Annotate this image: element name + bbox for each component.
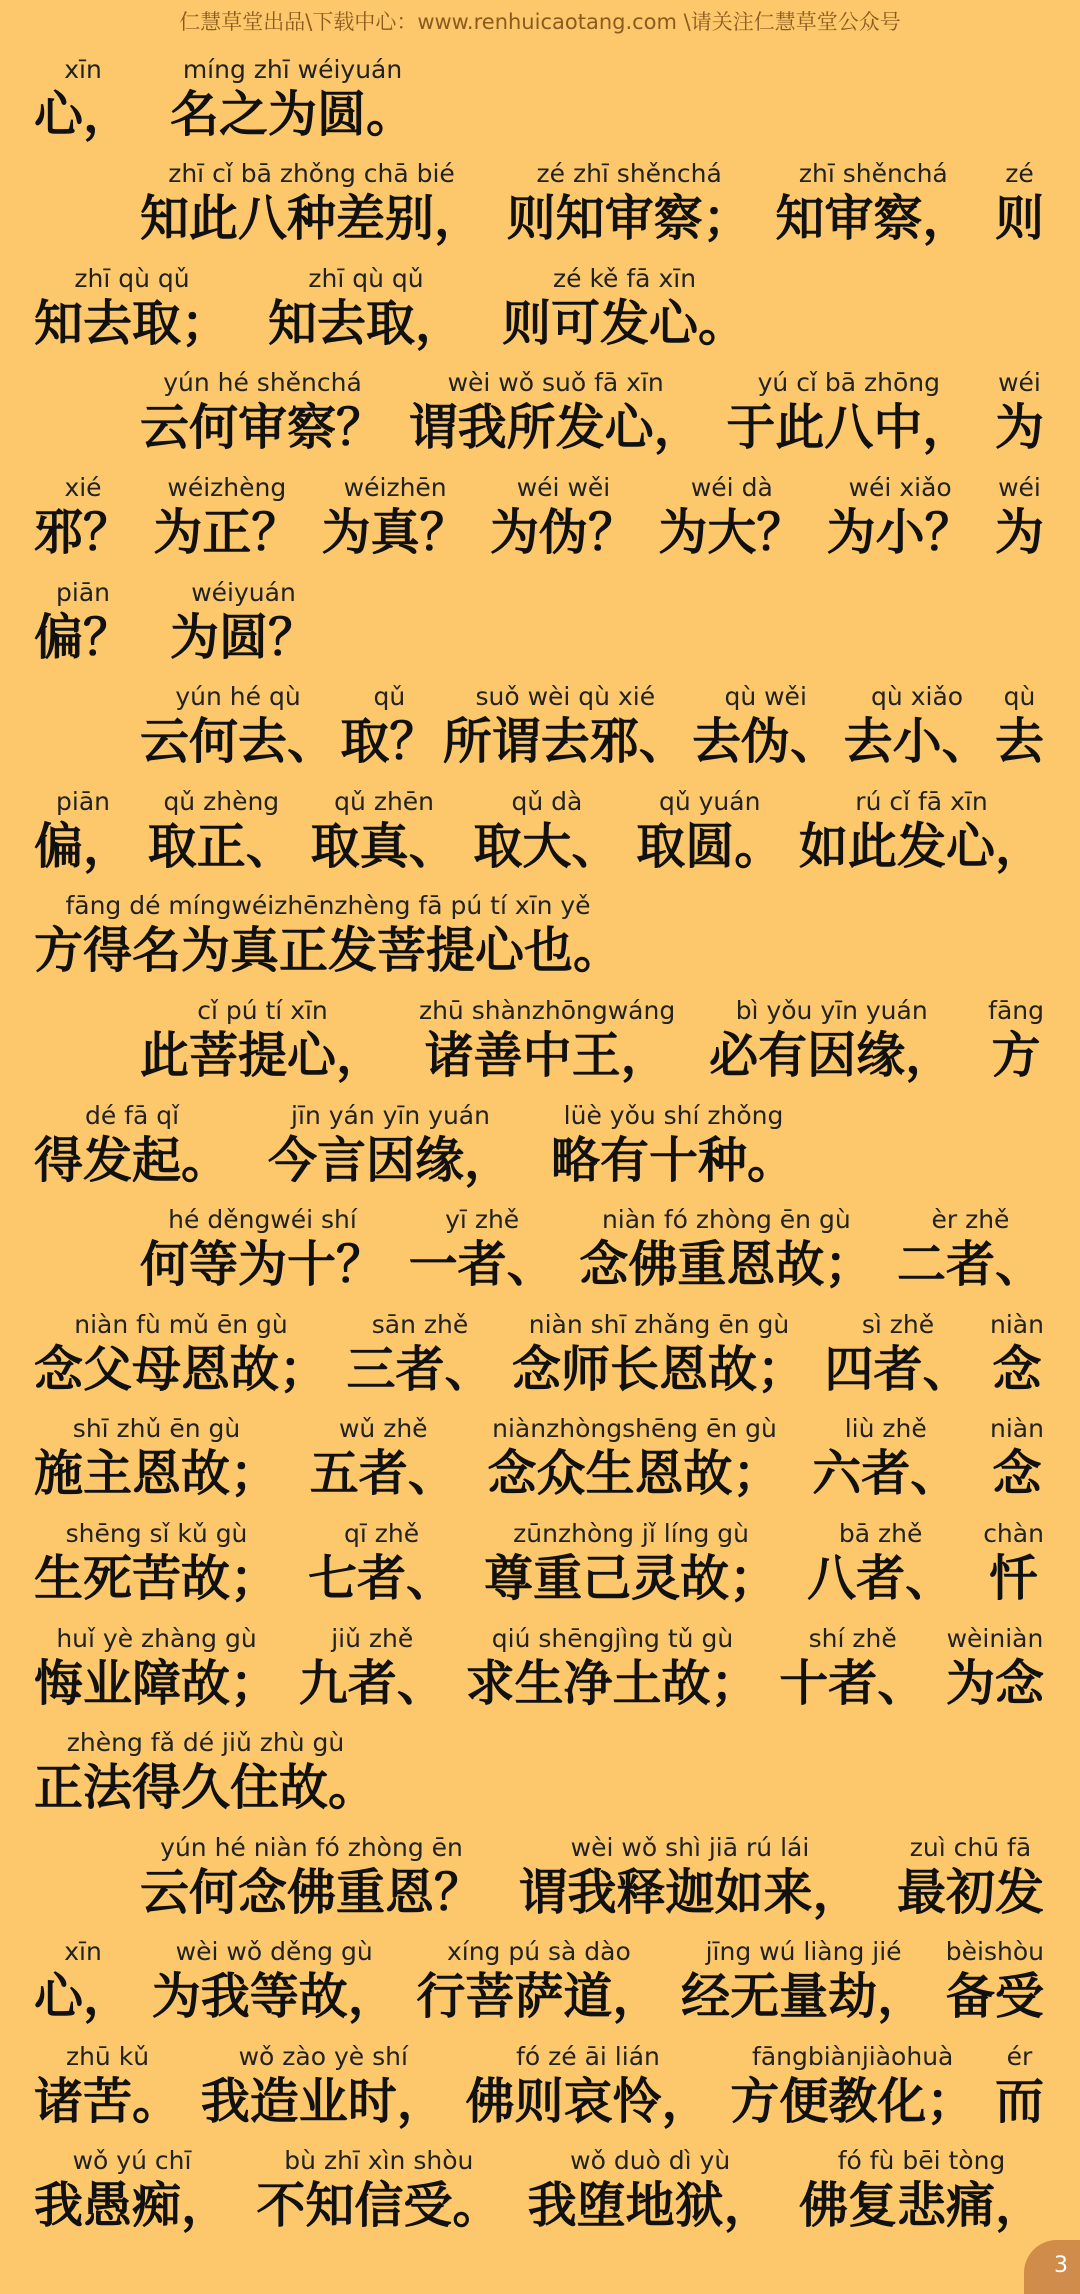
text-line bbox=[34, 772, 1044, 877]
hanzi: 最初发 bbox=[896, 1863, 1044, 1921]
annotated-phrase bbox=[709, 996, 954, 1086]
annotated-phrase bbox=[551, 1101, 796, 1191]
pinyin: zé bbox=[1005, 159, 1034, 189]
annotated-phrase bbox=[409, 1205, 556, 1295]
pinyin: zhū shànzhōngwáng bbox=[418, 995, 676, 1025]
annotated-phrase bbox=[897, 1833, 1044, 1923]
hanzi: 正法得久住故。 bbox=[34, 1759, 378, 1817]
hanzi: 我造业时， bbox=[200, 2072, 446, 2130]
hanzi: 取大、 bbox=[473, 817, 621, 875]
pinyin: zūnzhòng jǐ líng gù bbox=[513, 1518, 750, 1548]
hanzi: 念父母恩故； bbox=[34, 1340, 329, 1398]
hanzi: 尊重己灵故； bbox=[484, 1549, 779, 1607]
hanzi: 方 bbox=[991, 1026, 1041, 1084]
pinyin: xié bbox=[64, 472, 102, 502]
hanzi: 诸善中王， bbox=[424, 1026, 670, 1084]
hanzi: 一者、 bbox=[408, 1236, 556, 1294]
hanzi: 为伪？ bbox=[489, 503, 637, 561]
annotated-phrase bbox=[995, 368, 1044, 458]
annotated-phrase bbox=[34, 1310, 328, 1400]
text-line bbox=[34, 1086, 1044, 1191]
hanzi: 去 bbox=[994, 713, 1044, 771]
pinyin: wǒ yú chī bbox=[72, 2146, 192, 2176]
annotated-phrase bbox=[775, 159, 971, 249]
text-line bbox=[34, 1295, 1044, 1400]
pinyin: suǒ wèi qù xié bbox=[475, 682, 656, 712]
annotated-phrase bbox=[799, 787, 1044, 877]
hanzi: 云何去、 bbox=[140, 713, 337, 771]
pinyin: ér bbox=[1006, 2041, 1033, 2071]
text-line bbox=[34, 563, 1044, 668]
hanzi: 知此八种差别， bbox=[140, 190, 484, 248]
hanzi: 则可发心。 bbox=[502, 294, 748, 352]
hanzi: 不知信受。 bbox=[256, 2177, 502, 2235]
text-line bbox=[34, 1191, 1044, 1296]
hanzi: 忏 bbox=[989, 1549, 1039, 1607]
pinyin: piān bbox=[56, 786, 110, 816]
pinyin: qù wěi bbox=[724, 682, 807, 712]
pinyin: zhī qù qǔ bbox=[308, 263, 424, 293]
pinyin: xīn bbox=[64, 1937, 102, 1967]
hanzi: 佛复悲痛， bbox=[798, 2177, 1044, 2235]
hanzi: 何等为十？ bbox=[140, 1236, 386, 1294]
pinyin: wèi wǒ shì jiā rú lái bbox=[570, 1832, 810, 1862]
annotated-phrase bbox=[419, 996, 675, 1086]
pinyin: hé děngwéi shí bbox=[168, 1205, 357, 1235]
hanzi: 取真、 bbox=[310, 817, 458, 875]
hanzi: 为我等故， bbox=[151, 1968, 397, 2026]
text-line bbox=[34, 1818, 1044, 1923]
pinyin: sì zhě bbox=[861, 1309, 935, 1339]
annotated-phrase bbox=[140, 368, 385, 458]
pinyin: huǐ yè zhàng gù bbox=[56, 1623, 257, 1653]
hanzi: 知去取， bbox=[268, 294, 465, 352]
annotated-phrase bbox=[502, 264, 747, 354]
annotated-phrase bbox=[34, 1728, 377, 1818]
hanzi: 三者、 bbox=[346, 1340, 494, 1398]
hanzi: 念 bbox=[992, 1340, 1042, 1398]
annotated-phrase bbox=[812, 1414, 959, 1504]
annotated-phrase bbox=[34, 473, 132, 563]
annotated-phrase bbox=[825, 1310, 972, 1400]
annotated-phrase bbox=[322, 473, 469, 563]
annotated-phrase bbox=[946, 1624, 1044, 1714]
pinyin: wéi wěi bbox=[516, 472, 611, 502]
hanzi: 求生净土故； bbox=[465, 1654, 760, 1712]
hanzi: 五者、 bbox=[309, 1445, 457, 1503]
annotated-phrase bbox=[518, 1833, 861, 1923]
annotated-phrase bbox=[34, 578, 132, 668]
hanzi: 诸苦。 bbox=[34, 2072, 182, 2130]
annotated-phrase bbox=[34, 1414, 279, 1504]
pinyin: niàn fù mǔ ēn gù bbox=[74, 1309, 288, 1339]
annotated-phrase bbox=[507, 159, 752, 249]
annotated-phrase bbox=[170, 55, 415, 145]
annotated-phrase bbox=[995, 473, 1044, 563]
pinyin: xíng pú sà dào bbox=[446, 1937, 631, 1967]
pinyin: bì yǒu yīn yuán bbox=[735, 995, 928, 1025]
pinyin: èr zhě bbox=[931, 1205, 1010, 1235]
annotated-phrase bbox=[512, 1310, 806, 1400]
text-line bbox=[34, 2027, 1044, 2132]
pinyin: qǔ dà bbox=[511, 786, 583, 816]
annotated-phrase bbox=[148, 787, 295, 877]
pinyin: wéi xiǎo bbox=[848, 472, 952, 502]
pinyin: dé fā qǐ bbox=[84, 1100, 180, 1130]
annotated-phrase bbox=[310, 1414, 457, 1504]
annotated-phrase bbox=[152, 1937, 397, 2027]
text-line bbox=[34, 249, 1044, 354]
hanzi: 偏， bbox=[34, 817, 133, 875]
pinyin: wèi wǒ suǒ fā xīn bbox=[447, 368, 664, 398]
annotated-phrase bbox=[579, 1205, 873, 1295]
text-body bbox=[34, 40, 1044, 2236]
annotated-phrase bbox=[844, 682, 991, 772]
text-line bbox=[34, 354, 1044, 459]
hanzi: 八者、 bbox=[807, 1549, 955, 1607]
annotated-phrase bbox=[299, 1624, 446, 1714]
hanzi: 备受 bbox=[945, 1968, 1044, 2026]
hanzi: 心， bbox=[34, 1968, 133, 2026]
pinyin: piān bbox=[56, 577, 110, 607]
annotated-phrase bbox=[443, 682, 688, 772]
annotated-phrase bbox=[153, 473, 300, 563]
hanzi: 如此发心， bbox=[798, 817, 1044, 875]
hanzi: 云何念佛重恩？ bbox=[140, 1863, 484, 1921]
annotated-phrase bbox=[340, 682, 438, 772]
hanzi: 名之为圆。 bbox=[170, 85, 416, 143]
pinyin: zhèng fǎ dé jiǔ zhù gù bbox=[66, 1728, 345, 1758]
annotated-phrase bbox=[988, 996, 1044, 1086]
annotated-phrase bbox=[140, 996, 385, 1086]
pinyin: qǔ zhèng bbox=[163, 786, 280, 816]
pinyin: jiǔ zhě bbox=[331, 1623, 414, 1653]
pinyin: wéi bbox=[998, 368, 1041, 398]
pinyin: zhī qù qǔ bbox=[74, 263, 190, 293]
text-line bbox=[34, 1504, 1044, 1609]
pinyin: xīn bbox=[64, 54, 102, 84]
annotated-phrase bbox=[990, 1414, 1044, 1504]
hanzi: 去伪、 bbox=[692, 713, 840, 771]
hanzi: 略有十种。 bbox=[551, 1131, 797, 1189]
text-line bbox=[34, 1400, 1044, 1505]
pinyin: jīng wú liàng jié bbox=[705, 1937, 902, 1967]
hanzi: 为念 bbox=[945, 1654, 1044, 1712]
hanzi: 生死苦故； bbox=[34, 1549, 280, 1607]
annotated-phrase bbox=[34, 1937, 132, 2027]
annotated-phrase bbox=[34, 1519, 279, 1609]
pinyin: wéiyuán bbox=[191, 577, 296, 607]
pinyin: wèiniàn bbox=[946, 1623, 1044, 1653]
annotated-phrase bbox=[34, 2042, 181, 2132]
hanzi: 谓我所发心， bbox=[408, 399, 703, 457]
pinyin: shí zhě bbox=[808, 1623, 897, 1653]
annotated-phrase bbox=[268, 264, 464, 354]
hanzi: 为正？ bbox=[153, 503, 301, 561]
hanzi: 而 bbox=[994, 2072, 1044, 2130]
annotated-phrase bbox=[681, 1937, 926, 2027]
annotated-phrase bbox=[807, 1519, 954, 1609]
text-line bbox=[34, 40, 1044, 145]
annotated-phrase bbox=[34, 891, 622, 981]
pinyin: bā zhě bbox=[838, 1518, 923, 1548]
pinyin: wǔ zhě bbox=[338, 1414, 428, 1444]
annotated-phrase bbox=[256, 2146, 501, 2236]
hanzi: 取正、 bbox=[147, 817, 295, 875]
hanzi: 七者、 bbox=[308, 1549, 456, 1607]
hanzi: 偏？ bbox=[34, 608, 133, 666]
hanzi: 知去取； bbox=[34, 294, 231, 352]
pinyin: zhī cǐ bā zhǒng chā bié bbox=[168, 159, 455, 189]
pinyin: zé zhī shěnchá bbox=[536, 159, 722, 189]
annotated-phrase bbox=[473, 787, 620, 877]
pinyin: shēng sǐ kǔ gù bbox=[65, 1518, 248, 1548]
pinyin: fāng bbox=[988, 995, 1044, 1025]
hanzi: 云何审察？ bbox=[140, 399, 386, 457]
hanzi: 知审察， bbox=[775, 190, 972, 248]
annotated-phrase bbox=[140, 159, 483, 249]
hanzi: 我愚痴， bbox=[34, 2177, 231, 2235]
annotated-phrase bbox=[268, 1101, 513, 1191]
hanzi: 方得名为真正发菩提心也。 bbox=[34, 922, 623, 980]
annotated-phrase bbox=[484, 1519, 778, 1609]
pinyin: wéizhèng bbox=[167, 472, 287, 502]
text-line bbox=[34, 877, 1044, 982]
annotated-phrase bbox=[34, 1624, 279, 1714]
pinyin: yún hé niàn fó zhòng ēn bbox=[160, 1832, 463, 1862]
annotated-phrase bbox=[308, 1519, 455, 1609]
text-line bbox=[34, 458, 1044, 563]
annotated-phrase bbox=[995, 682, 1044, 772]
hanzi: 念佛重恩故； bbox=[579, 1236, 874, 1294]
annotated-phrase bbox=[201, 2042, 446, 2132]
annotated-phrase bbox=[897, 1205, 1044, 1295]
pinyin: bèishòu bbox=[945, 1937, 1044, 1967]
pinyin: yú cǐ bā zhōng bbox=[757, 368, 940, 398]
pinyin: qǔ yuán bbox=[658, 786, 761, 816]
hanzi: 九者、 bbox=[298, 1654, 446, 1712]
annotated-phrase bbox=[990, 1310, 1044, 1400]
hanzi: 六者、 bbox=[812, 1445, 960, 1503]
annotated-phrase bbox=[995, 159, 1044, 249]
pinyin: wǒ zào yè shí bbox=[238, 2041, 408, 2071]
pinyin: qù bbox=[1003, 682, 1036, 712]
pinyin: fó fù bēi tòng bbox=[837, 2146, 1006, 2176]
text-line bbox=[34, 145, 1044, 250]
hanzi: 为 bbox=[994, 503, 1044, 561]
pinyin: zhū kǔ bbox=[65, 2041, 150, 2071]
annotated-phrase bbox=[465, 1624, 759, 1714]
pinyin: sān zhě bbox=[371, 1309, 469, 1339]
annotated-phrase bbox=[409, 368, 703, 458]
pinyin: fāng dé míngwéizhēnzhèng fā pú tí xīn yě bbox=[65, 891, 591, 921]
annotated-phrase bbox=[416, 1937, 661, 2027]
hanzi: 方便教化； bbox=[730, 2072, 976, 2130]
hanzi: 所谓去邪、 bbox=[442, 713, 688, 771]
annotated-phrase bbox=[490, 473, 637, 563]
pinyin: fó zé āi lián bbox=[516, 2041, 660, 2071]
hanzi: 今言因缘， bbox=[268, 1131, 514, 1189]
pinyin: bù zhī xìn shòu bbox=[284, 2146, 474, 2176]
annotated-phrase bbox=[170, 578, 317, 668]
pinyin: niàn bbox=[990, 1414, 1044, 1444]
pinyin: wǒ duò dì yù bbox=[570, 2146, 731, 2176]
annotated-phrase bbox=[140, 1833, 483, 1923]
annotated-phrase bbox=[34, 787, 132, 877]
hanzi: 经无量劫， bbox=[681, 1968, 927, 2026]
annotated-phrase bbox=[636, 787, 783, 877]
annotated-phrase bbox=[726, 368, 971, 458]
annotated-phrase bbox=[140, 1205, 385, 1295]
pinyin: qù xiǎo bbox=[871, 682, 964, 712]
pinyin: wéizhēn bbox=[343, 472, 447, 502]
pinyin: shī zhǔ ēn gù bbox=[72, 1414, 241, 1444]
pinyin: liù zhě bbox=[844, 1414, 927, 1444]
hanzi: 二者、 bbox=[896, 1236, 1044, 1294]
hanzi: 念 bbox=[992, 1445, 1042, 1503]
pinyin: rú cǐ fā xīn bbox=[855, 786, 988, 816]
hanzi: 四者、 bbox=[824, 1340, 972, 1398]
pinyin: cǐ pú tí xīn bbox=[197, 995, 328, 1025]
pinyin: qiú shēngjìng tǔ gù bbox=[491, 1623, 734, 1653]
annotated-phrase bbox=[465, 2042, 710, 2132]
pinyin: chàn bbox=[983, 1518, 1044, 1548]
pinyin: qī zhě bbox=[343, 1518, 420, 1548]
pinyin: wèi wǒ děng gù bbox=[175, 1937, 373, 1967]
hanzi: 为真？ bbox=[321, 503, 469, 561]
pinyin: jīn yán yīn yuán bbox=[291, 1100, 490, 1130]
annotated-phrase bbox=[946, 1937, 1044, 2027]
annotated-phrase bbox=[34, 264, 230, 354]
pinyin: yún hé qù bbox=[175, 682, 301, 712]
hanzi: 则知审察； bbox=[506, 190, 752, 248]
annotated-phrase bbox=[658, 473, 805, 563]
annotated-phrase bbox=[488, 1414, 782, 1504]
annotated-phrase bbox=[983, 1519, 1044, 1609]
hanzi: 十者、 bbox=[779, 1654, 927, 1712]
pinyin: niàn fó zhòng ēn gù bbox=[601, 1205, 851, 1235]
annotated-phrase bbox=[692, 682, 839, 772]
hanzi: 念众生恩故； bbox=[487, 1445, 782, 1503]
annotated-phrase bbox=[730, 2042, 975, 2132]
hanzi: 悔业障故； bbox=[34, 1654, 280, 1712]
text-line bbox=[34, 1714, 1044, 1819]
text-line bbox=[34, 1923, 1044, 2028]
hanzi: 我堕地狱， bbox=[527, 2177, 773, 2235]
hanzi: 谓我释迦如来， bbox=[518, 1863, 862, 1921]
hanzi: 得发起。 bbox=[34, 1131, 231, 1189]
hanzi: 为 bbox=[994, 399, 1044, 457]
pinyin: wéi dà bbox=[690, 472, 773, 502]
pinyin: míng zhī wéiyuán bbox=[182, 54, 403, 84]
annotated-phrase bbox=[311, 787, 458, 877]
hanzi: 此菩提心， bbox=[140, 1026, 386, 1084]
annotated-phrase bbox=[528, 2146, 773, 2236]
hanzi: 取？ bbox=[340, 713, 439, 771]
text-line bbox=[34, 981, 1044, 1086]
hanzi: 佛则哀怜， bbox=[465, 2072, 711, 2130]
pinyin: zé kě fā xīn bbox=[553, 263, 697, 293]
header-banner: 仁慧草堂出品\下载中心：www.renhuicaotang.com \请关注仁慧草堂公众号 bbox=[179, 10, 901, 34]
hanzi: 去小、 bbox=[843, 713, 991, 771]
hanzi: 心， bbox=[34, 85, 133, 143]
pinyin: fāngbiànjiàohuà bbox=[752, 2041, 954, 2071]
text-line bbox=[34, 668, 1044, 773]
annotated-phrase bbox=[34, 2146, 230, 2236]
pinyin: niànzhòngshēng ēn gù bbox=[492, 1414, 777, 1444]
pinyin: niàn shī zhǎng ēn gù bbox=[528, 1309, 790, 1339]
annotated-phrase bbox=[799, 2146, 1044, 2236]
pinyin: yún hé shěnchá bbox=[163, 368, 362, 398]
annotated-phrase bbox=[347, 1310, 494, 1400]
hanzi: 为大？ bbox=[658, 503, 806, 561]
hanzi: 为小？ bbox=[826, 503, 974, 561]
hanzi: 必有因缘， bbox=[709, 1026, 955, 1084]
page-number-badge: 3 bbox=[1024, 2240, 1080, 2294]
pinyin: niàn bbox=[990, 1309, 1044, 1339]
annotated-phrase bbox=[779, 1624, 926, 1714]
text-line bbox=[34, 2132, 1044, 2237]
hanzi: 于此八中， bbox=[726, 399, 972, 457]
hanzi: 取圆。 bbox=[636, 817, 784, 875]
annotated-phrase bbox=[34, 55, 132, 145]
hanzi: 邪？ bbox=[34, 503, 133, 561]
pinyin: lüè yǒu shí zhǒng bbox=[563, 1100, 784, 1130]
annotated-phrase bbox=[34, 1101, 230, 1191]
text-line bbox=[34, 1609, 1044, 1714]
pinyin: yī zhě bbox=[445, 1205, 520, 1235]
pinyin: qǔ zhēn bbox=[334, 786, 435, 816]
pinyin: qǔ bbox=[373, 682, 406, 712]
hanzi: 施主恩故； bbox=[34, 1445, 280, 1503]
hanzi: 则 bbox=[994, 190, 1044, 248]
hanzi: 为圆？ bbox=[170, 608, 318, 666]
pinyin: wéi bbox=[998, 472, 1041, 502]
pinyin: zuì chū fā bbox=[909, 1832, 1032, 1862]
annotated-phrase bbox=[827, 473, 974, 563]
hanzi: 行菩萨道， bbox=[416, 1968, 662, 2026]
annotated-phrase bbox=[140, 682, 336, 772]
annotated-phrase bbox=[995, 2042, 1044, 2132]
hanzi: 念师长恩故； bbox=[512, 1340, 807, 1398]
pinyin: zhī shěnchá bbox=[798, 159, 948, 189]
